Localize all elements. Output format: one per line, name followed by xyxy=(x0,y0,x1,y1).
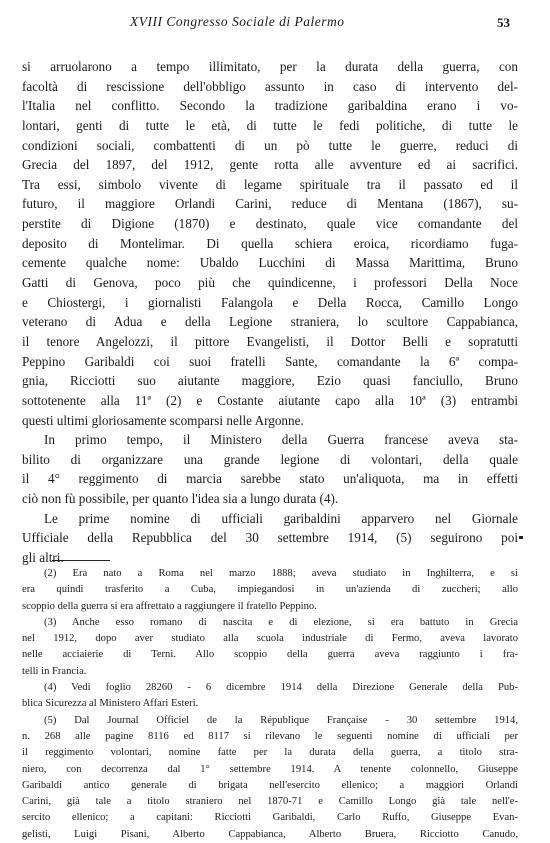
body-line: facoltà di rescissione dell'obbligo assunto in caso di intervento del- xyxy=(22,78,518,94)
footnote-line: blica Sicurezza al Ministero Affari Esteri. xyxy=(22,698,199,710)
body-line: Grecia del 1897, del 1912, gente rotta alle avventure ed ai sacrifici. xyxy=(22,157,518,173)
running-header-title: XVIII Congresso Sociale di Palermo xyxy=(130,14,345,29)
footnote-line: era quindi trasferito a Cuba, impiegandosi in un'azienda di zuccheri; allo xyxy=(22,584,518,596)
footnote-line: scoppio della guerra si era affrettato a raggiungere il fratello Peppino. xyxy=(22,600,317,612)
footnote-line: n. 268 alle pagine 8116 ed 8117 si rilevano le seguenti nomine di ufficiali per xyxy=(22,730,518,742)
footnote-line: (5) Dal Journal Officiel de la République Française - 30 settembre 1914, xyxy=(44,714,518,726)
body-line: veterano di Adua e della Legione straniera, lo scultore Cappabianca, xyxy=(22,314,518,330)
body-text xyxy=(22,57,518,568)
footnotes xyxy=(22,566,518,843)
body-line: il 4° reggimento di marcia sarebbe stato un'aliquota, ma in effetti xyxy=(22,471,518,487)
body-line: gnia, Ricciotti suo aiutante maggiore, Ezio quasi fanciullo, Bruno xyxy=(22,373,518,389)
footnote-line: niero, con decorrenza dal 1° settembre 1914. A tenente colonnello, Giuseppe xyxy=(22,763,518,775)
body-line: futuro, il maggiore Orlandi Carini, reduce di Mentana (1867), su- xyxy=(22,196,518,212)
body-line: deposito di Montelimar. Di quella schiera eroica, ricordiamo fuga- xyxy=(22,235,518,251)
footnote-line: gelisti, Luigi Pisani, Alberto Cappabianca, Alberto Bruera, Ricciotto Canudo, xyxy=(22,828,518,840)
body-line: Ufficiale della Repubblica del 30 settembre 1914, (5) seguirono poi xyxy=(22,530,518,546)
footnote-line: (2) Era nato a Roma nel marzo 1888; aveva studiato in Inghilterra, e si xyxy=(44,568,518,579)
footnote-line: il reggimento volontari, nomine fatte per la durata della guerra, a titolo stra- xyxy=(22,747,518,759)
body-line: si arruolarono a tempo illimitato, per la durata della guerra, con xyxy=(22,59,518,74)
body-line: condizioni sociali, combattenti di un pò tutte le guerre, reduci di xyxy=(22,137,518,153)
footnote-line: (3) Anche esso romano di nascita e di elezione, si era battuto in Grecia xyxy=(44,616,518,628)
running-header xyxy=(0,14,550,36)
footnote-line: nel 1912, dopo aver studiato alla scuola industriale di Fermo, aveva lavorato xyxy=(22,633,518,645)
body-line: cemente qualche nome: Ubaldo Lucchini di Massa Marittima, Bruno xyxy=(22,255,518,271)
body-line: sottotenente alla 11ª (2) e Costante aiutante capo alla 10ª (3) entrambi xyxy=(22,392,518,408)
body-line: ciò non fù possibile, per quanto l'idea sia a lungo durata (4). xyxy=(22,491,339,507)
body-line: In primo tempo, il Ministero della Guerra francese aveva sta- xyxy=(44,432,518,448)
footnote-separator xyxy=(52,560,110,561)
footnote-line: sercito ellenico; a capitani: Ricciotti Garibaldi, Carlo Ruffo, Giuseppe Evan- xyxy=(22,812,518,824)
body-line: Gatti di Genova, poco più che quindicenne, i professori Della Noce xyxy=(22,275,518,291)
body-line: perstite di Digione (1870) e destinato, quale vice comandante del xyxy=(22,216,518,232)
body-line: Le prime nomine di ufficiali garibaldini apparvero nel Giornale xyxy=(44,510,518,526)
footnote-line: Carini, già tale a titolo straniero nel 1870-71 e Camillo Longo già tale nell'e- xyxy=(22,796,518,808)
body-line: Peppino Garibaldi coi suoi fratelli Sante, comandante la 6ª compa- xyxy=(22,353,518,369)
body-line: bilito di organizzare una grande legione di volontari, della quale xyxy=(22,451,518,467)
footnote-line: Garibaldi antico generale di brigata nell'esercito ellenico; a maggiori Orlandi xyxy=(22,779,518,791)
body-line: questi ultimi gloriosamente scomparsi nelle Argonne. xyxy=(22,412,304,428)
margin-mark xyxy=(519,536,523,539)
body-line: e Chiostergi, i giornalisti Falangola e Della Rocca, Camillo Longo xyxy=(22,294,518,310)
page-number: 53 xyxy=(497,15,510,30)
footnote-line: (4) Vedi foglio 28260 - 6 dicembre 1914 della Direzione Generale della Pub- xyxy=(44,682,518,694)
body-line: Tra essi, simbolo vivente di legame spirituale tra il passato ed il xyxy=(22,176,518,192)
footnote-line: nelle acciaierie di Terni. Allo scoppio della guerra aveva raggiunto i fra- xyxy=(22,649,518,661)
body-line: gli altri. xyxy=(22,550,64,566)
footnote-line: telli in Francia. xyxy=(22,665,87,677)
body-line: il tenore Angelozzi, il pittore Evangelisti, il Dottor Belli e sopratutti xyxy=(22,333,518,349)
body-line: l'Italia nel conflitto. Secondo la tradizione garibaldina erano i vo- xyxy=(22,98,518,114)
body-line: lontari, genti di tutte le età, di tutte le fedi politiche, di tutte le xyxy=(22,117,518,133)
